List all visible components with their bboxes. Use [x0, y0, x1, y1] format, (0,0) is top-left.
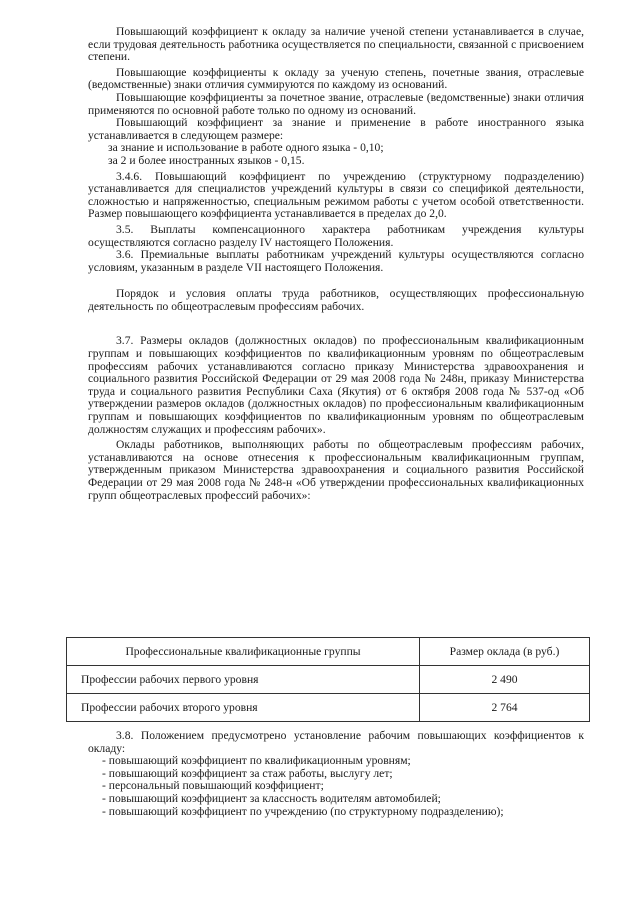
table-header-row	[67, 638, 590, 666]
paragraph-two-languages: за 2 и более иностранных языков - 0,15.	[108, 153, 305, 167]
cell-group: Профессии рабочих второго уровня	[67, 694, 420, 722]
paragraph-one-language: за знание и использование в работе одного языка - 0,10;	[108, 141, 384, 155]
paragraph-3-6: 3.6. Премиальные выплаты работникам учреждений культуры осуществляются согласно условиям, указанным в разделе VII настоящего Положения.	[88, 248, 584, 274]
paragraph-3-7: 3.7. Размеры окладов (должностных окладов) по профессиональным квалификационным группам и повышающих коэффициентов по квалификационным уровням по общеотраслевым профессиям рабочих устанавливаются согласно приказу Министерства здравоохранения и социального развития Российской Федерации от 29 мая 2008 года № 248н, приказу Министерства труда и социального развития Республики Саха (Якутия) от 6 октября 2008 года № 537-од «Об утверждении размеров окладов (должностных окладов) по профессиональным квалификационным группам и повышающих коэффициентов по квалификационным уровням по общеотраслевым должностям служащих и профессиям рабочих».	[88, 334, 584, 436]
cell-salary: 2 490	[420, 666, 590, 694]
paragraph-degree-coefficient: Повышающий коэффициент к окладу за наличие ученой степени устанавливается в случае, если трудовая деятельность работника осуществляется по специальности, связанной с присвоением степени.	[88, 25, 584, 64]
paragraph-coefficients-sum: Повышающие коэффициенты к окладу за ученую степень, почетные звания, отраслевые (ведомственные) знаки отличия суммируются по каждому из оснований.	[88, 65, 584, 92]
list-item: - персональный повышающий коэффициент;	[102, 779, 324, 793]
paragraph-3-5: 3.5. Выплаты компенсационного характера работникам учреждения культуры осуществляются согласно разделу IV настоящего Положения.	[88, 222, 584, 249]
table-row	[67, 694, 590, 722]
paragraph-foreign-language: Повышающий коэффициент за знание и применение в работе иностранного языка устанавливается в следующем размере:	[88, 116, 584, 142]
paragraph-honorary-title: Повышающие коэффициенты за почетное звание, отраслевые (ведомственные) знаки отличия применяются по основной работе только по одному из оснований.	[88, 90, 584, 117]
list-item: - повышающий коэффициент за стаж работы, выслугу лет;	[102, 766, 393, 780]
list-item: - повышающий коэффициент по квалификационным уровням;	[102, 754, 411, 768]
cell-salary: 2 764	[420, 694, 590, 722]
document-body-top	[88, 26, 584, 502]
paragraph-salaries: Оклады работников, выполняющих работы по общеотраслевым профессиям рабочих, устанавливаются на основе отнесения к профессиональным квалификационным группам, утвержденным приказом Министерства здравоохранения и социального развития Российской Федерации от 29 мая 2008 года № 248-н «Об утверждении профессиональных квалификационных групп общеотраслевых профессий рабочих»:	[88, 438, 584, 502]
cell-group: Профессии рабочих первого уровня	[67, 666, 420, 694]
document-body-bottom	[88, 730, 584, 818]
table-row	[67, 666, 590, 694]
paragraph-3-8: 3.8. Положением предусмотрено установление рабочим повышающих коэффициентов к окладу:	[88, 729, 584, 755]
list-item: - повышающий коэффициент по учреждению (по структурному подразделению);	[102, 804, 504, 818]
header-salary: Размер оклада (в руб.)	[420, 638, 590, 666]
list-item: - повышающий коэффициент за классность водителям автомобилей;	[102, 791, 441, 805]
header-group: Профессиональные квалификационные группы	[67, 638, 420, 666]
paragraph-3-4-6: 3.4.6. Повышающий коэффициент по учреждению (структурному подразделению) устанавливается для специалистов учреждений культуры в связи со спецификой деятельности, сложностью и напряженностью, специальным режимом работы с учетом особой ответственности. Размер повышающего коэффициента устанавливается в пределах до 2,0.	[88, 169, 584, 221]
salary-table	[66, 637, 590, 722]
section-heading: Порядок и условия оплаты труда работников, осуществляющих профессиональную деятельность по общеотраслевым профессиям рабочих.	[88, 287, 584, 313]
